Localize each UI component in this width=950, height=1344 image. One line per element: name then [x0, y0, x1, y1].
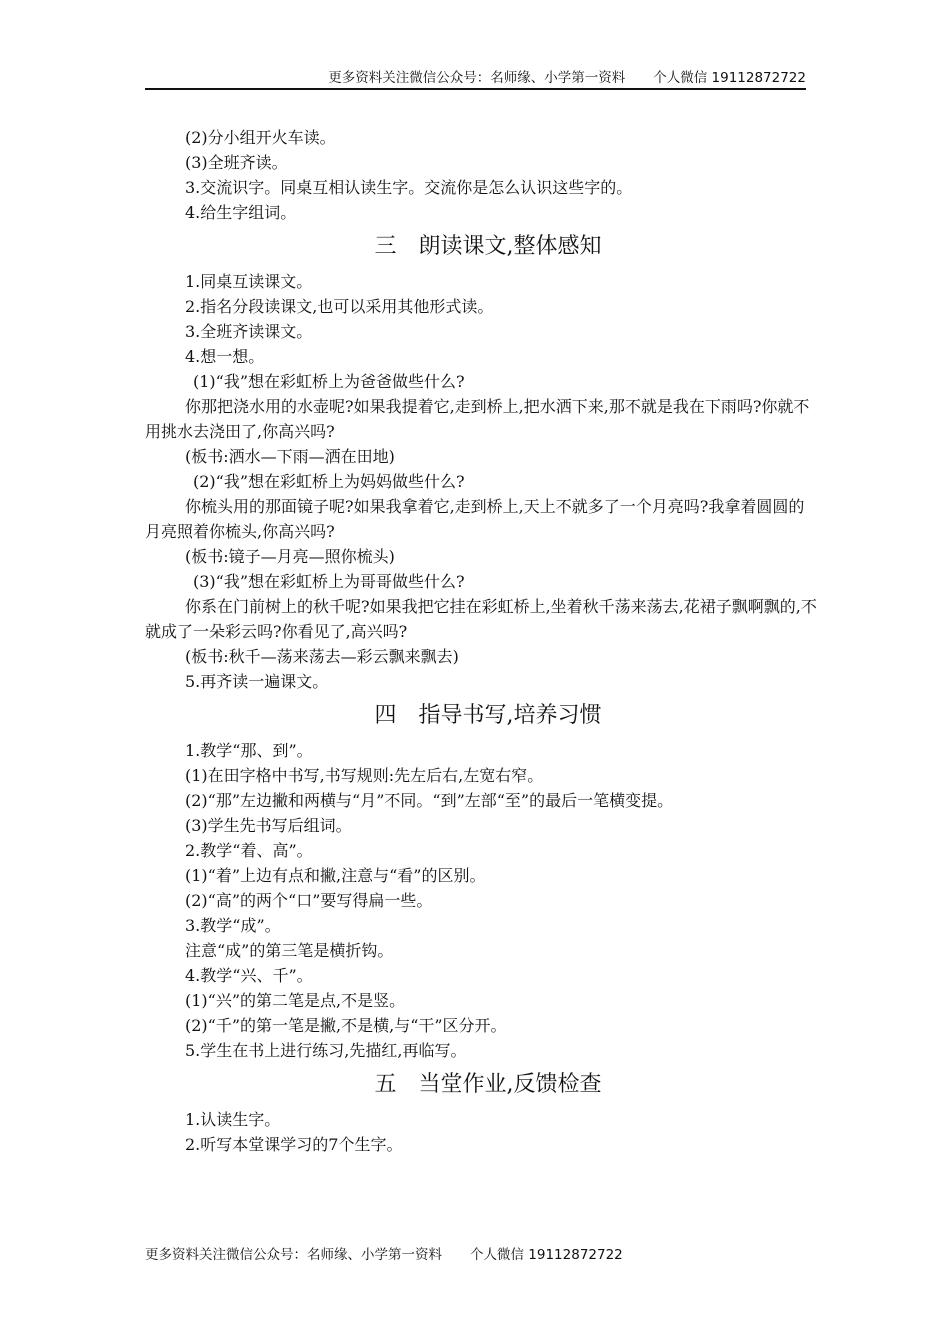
paragraph-line: 4.想一想。	[185, 347, 265, 366]
footer-contact-text: 个人微信 19112872722	[470, 1247, 623, 1263]
paragraph-line: (1)“兴”的第二笔是点,不是竖。	[185, 991, 406, 1010]
document-body	[145, 125, 817, 1157]
paragraph-line: (3)全班齐读。	[185, 153, 288, 172]
section-heading: 三 朗读课文,整体感知	[374, 234, 602, 259]
paragraph-line: 1.同桌互读课文。	[185, 272, 313, 291]
paragraph-line: 3.交流识字。同桌互相认读生字。交流你是怎么认识这些字的。	[185, 178, 633, 197]
paragraph-line: 4.教学“兴、千”。	[185, 966, 313, 985]
paragraph-line: 注意“成”的第三笔是横折钩。	[185, 941, 394, 960]
section-heading: 四 指导书写,培养习惯	[374, 703, 602, 728]
paragraph-line: (2)“高”的两个“口”要写得扁一些。	[185, 891, 433, 910]
paragraph-line: (1)“着”上边有点和撇,注意与“看”的区别。	[185, 866, 486, 885]
paragraph-line: 2.指名分段读课文,也可以采用其他形式读。	[185, 297, 494, 316]
paragraph-line: (2)分小组开火车读。	[185, 128, 336, 147]
paragraph-line: 3.教学“成”。	[185, 916, 281, 935]
section-heading: 五 当堂作业,反馈检查	[374, 1072, 602, 1097]
paragraph-line: (2)“那”左边撇和两横与“月”不同。“到”左部“至”的最后一笔横变提。	[185, 791, 674, 810]
paragraph-line: 你梳头用的那面镜子呢?如果我拿着它,走到桥上,天上不就多了一个月亮吗?我拿着圆圆的月亮照着你梳头,你高兴吗?	[145, 497, 805, 541]
paragraph-line: 你那把浇水用的水壶呢?如果我提着它,走到桥上,把水洒下来,那不就是我在下雨吗?你就不用挑水去浇田了,你高兴吗?	[145, 397, 810, 441]
question-line: (2)“我”想在彩虹桥上为妈妈做些什么?	[193, 472, 465, 491]
footer-promo-text: 更多资料关注微信公众号：名师缘、小学第一资料	[145, 1247, 442, 1263]
paragraph-line: 5.再齐读一遍课文。	[185, 672, 329, 691]
question-line: (1)“我”想在彩虹桥上为爸爸做些什么?	[193, 372, 465, 391]
paragraph-line: 5.学生在书上进行练习,先描红,再临写。	[185, 1041, 467, 1060]
paragraph-line: 4.给生字组词。	[185, 203, 297, 222]
paragraph-line: (板书:秋千—荡来荡去—彩云飘来飘去)	[185, 647, 459, 666]
paragraph-line: 1.认读生字。	[185, 1110, 281, 1129]
paragraph-line: 2.听写本堂课学习的7个生字。	[185, 1135, 403, 1154]
header-promo-text: 更多资料关注微信公众号：名师缘、小学第一资料	[328, 70, 626, 86]
page-footer	[145, 1247, 623, 1263]
paragraph-line: (1)在田字格中书写,书写规则:先左后右,左宽右窄。	[185, 766, 544, 785]
header-contact-text: 个人微信 19112872722	[653, 70, 806, 86]
page-header	[145, 70, 806, 90]
paragraph-line: (板书:洒水—下雨—洒在田地)	[185, 447, 395, 466]
paragraph-line: 2.教学“着、高”。	[185, 841, 313, 860]
paragraph-line: (3)学生先书写后组词。	[185, 816, 352, 835]
paragraph-line: (板书:镜子—月亮—照你梳头)	[185, 547, 395, 566]
paragraph-line: 3.全班齐读课文。	[185, 322, 313, 341]
paragraph-line: 你系在门前树上的秋千呢?如果我把它挂在彩虹桥上,坐着秋千荡来荡去,花裙子飘啊飘的,不就成了一朵彩云吗?你看见了,高兴吗?	[145, 597, 817, 641]
paragraph-line: 1.教学“那、到”。	[185, 741, 313, 760]
question-line: (3)“我”想在彩虹桥上为哥哥做些什么?	[193, 572, 465, 591]
paragraph-line: (2)“千”的第一笔是撇,不是横,与“干”区分开。	[185, 1016, 507, 1035]
